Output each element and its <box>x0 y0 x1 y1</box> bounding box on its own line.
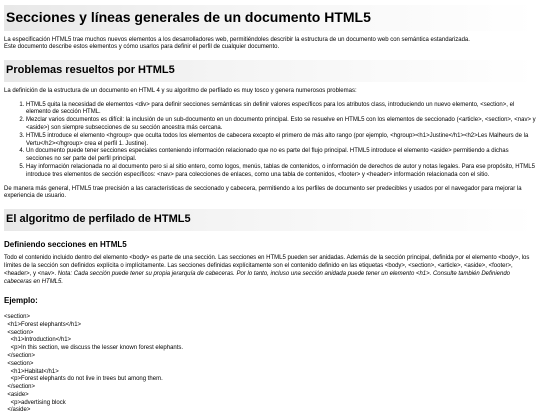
defining-sections-paragraph <box>4 255 536 286</box>
subheading-defining-sections: Definiendo secciones en HTML5 <box>4 239 127 249</box>
note-text: Nota: Cada sección puede tener su propia jerarquía de cabeceras. Por lo tanto, incluso una sección anidada puede tener un elemento <h1>. Consulte también Definiendo cabeceras en HTML5. <box>4 270 511 285</box>
list-item: 5. Hay información relacionada no al documento pero si al sitio entero, como logos, menús, tablas de contenidos, o información de derechos de autor y notas legales. Para ese propósito, HTML5 introduce tres elementos de sección específicos: <nav> para colecciones de enlaces, como una tabla de contenidos, <footer> y <header> información relacionada con el sitio. <box>26 164 536 180</box>
section-heading-algorithm: El algoritmo de perfilado de HTML5 <box>4 209 536 231</box>
problems-lead: La definición de la estructura de un documento en HTML 4 y su algoritmo de perfilado es muy tosco y genera numerosos problemas: <box>4 87 357 94</box>
problems-closing: De manera más general, HTML5 trae precisión a las características de seccionado y cabecera, permitiendo a los perfiles de documento ser predecibles y usados por el navegador para mejorar la experiencia de usuario. <box>4 185 522 200</box>
code-example: <section> <h1>Forest elephants</h1> <section> <h1>Introduction</h1> <p>In this section, we discuss the lesser known forest elephants. </section> <section> <h1>Habitat</h1> <p>Forest elephants do not live in trees but among them. </section> <aside> <p>advertising block </aside> <box>4 313 184 414</box>
intro-line-1: La especificación HTML5 trae muchos nuevos elementos a los desarrolladores web, permitiéndoles describir la estructura de un documento web con semántica estandarizada. <box>4 36 470 43</box>
list-item: 4. Un documento puede tener secciones especiales conteniendo información relacionado que no es parte del flujo principal. HTML5 introduce el elemento <aside> permitiendo a dichas secciones no ser parte del perfil principal. <box>26 148 536 164</box>
section-heading-problems: Problemas resueltos por HTML5 <box>4 60 536 82</box>
problems-list <box>4 102 536 180</box>
list-item: 2. Mezclar varios documentos es difícil: la inclusión de un sub-documento en un documento principal. Esto se resuelve en HTML5 con los elementos de seccionado (<article>, <section>, <nav> y <aside>) son siempre subsecciones de su sección ancestra más cercana. <box>26 117 536 133</box>
example-heading: Ejemplo: <box>4 295 38 305</box>
intro-paragraph <box>4 37 536 53</box>
defining-sections-body: Todo el contenido incluido dentro del elemento <body> es parte de una sección. Las secciones en HTML5 pueden ser anidadas. Además de la sección principal, definida por el elemento <body>, los límites de la sección son definidos explícita o implícitamente. Las secciones definidas explícitamente son el contenido definido en las etiquetas <body>, <section>, <article>, <aside>, <footer>, <header>, y <nav>. <box>4 255 530 277</box>
intro-line-2: Este documento describe estos elementos y cómo usarlos para definir el perfil de cualquier documento. <box>4 44 280 51</box>
list-item: 1. HTML5 quita la necesidad de elementos <div> para definir secciones semánticas sin definir valores específicos para los atributos class, introduciendo un nuevo elemento, <section>, el elemento de sección HTML. <box>26 102 536 118</box>
page-title: Secciones y líneas generales de un documento HTML5 <box>4 5 536 31</box>
list-item: 3. HTML5 introduce el elemento <hgroup> que oculta todos los elementos de cabecera excepto el primero de más alto rango (por ejemplo, <hgroup><h1>Justine</h1><h2>Les Malheurs de la Vertu</h2></hgroup> crea el perfil 1. Justine). <box>26 133 536 149</box>
